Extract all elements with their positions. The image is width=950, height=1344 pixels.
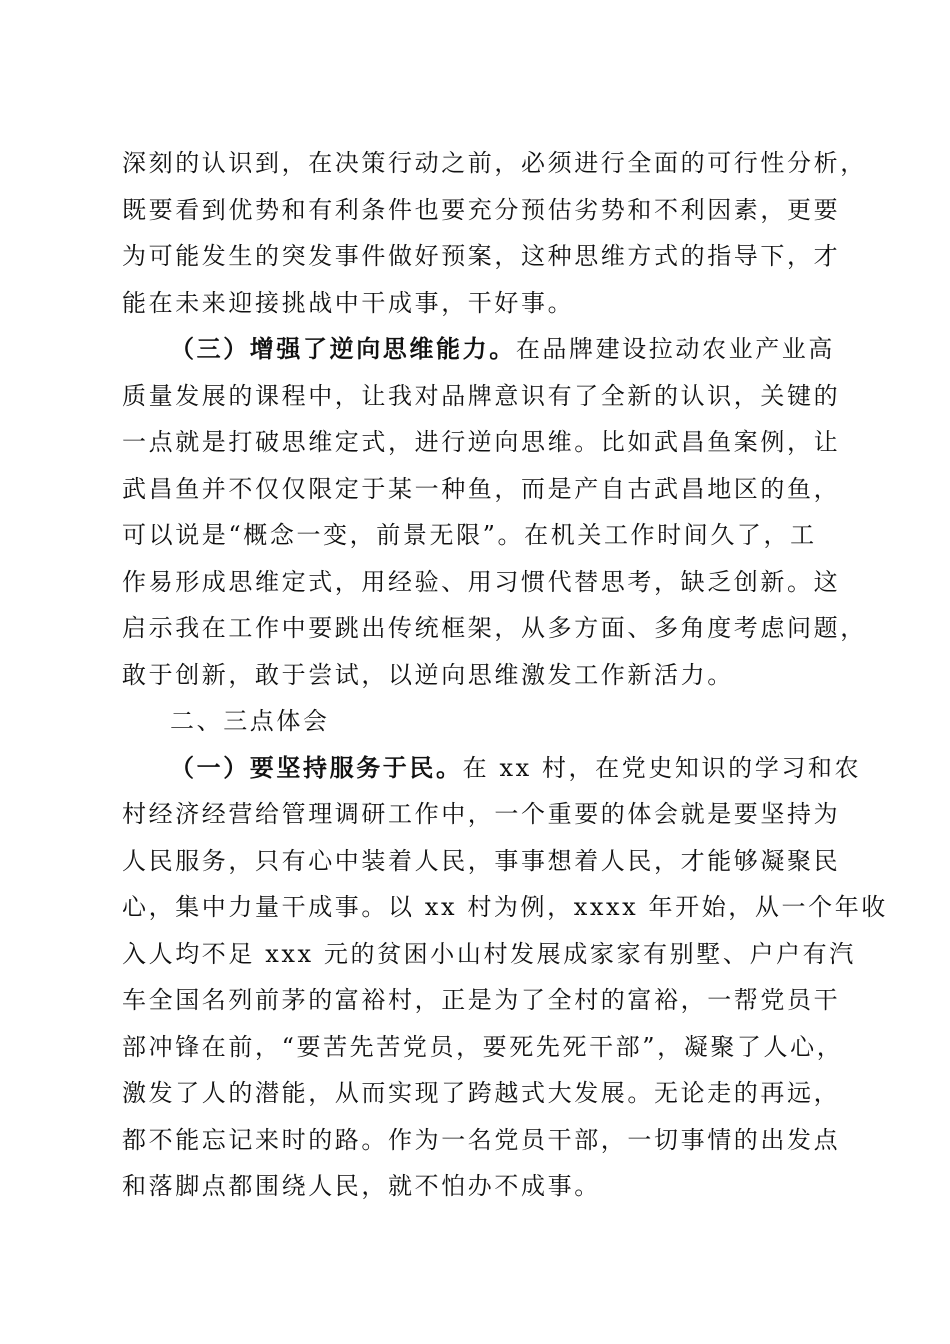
text-line: 部冲锋在前，“要苦先苦党员，要死先死干部”，凝聚了人心，	[122, 1032, 844, 1061]
subheading-serve-people: （一）要坚持服务于民。	[170, 752, 463, 782]
text-line: 质量发展的课程中，让我对品牌意识有了全新的认识，关键的	[122, 381, 841, 410]
text-line: 能在未来迎接挑战中干成事，干好事。	[122, 288, 575, 317]
text-line: 为可能发生的突发事件做好预案，这种思维方式的指导下，才	[122, 242, 841, 270]
text-line: 作易形成思维定式，用经验、用习惯代替思考，缺乏创新。这	[122, 567, 841, 596]
text-line: 一点就是打破思维定式，进行逆向思维。比如武昌鱼案例，让	[122, 428, 841, 456]
subheading-reverse-thinking: （三）增强了逆向思维能力。	[170, 334, 516, 363]
text-line: 人民服务，只有心中装着人民，事事想着人民，才能够凝聚民	[122, 846, 841, 875]
text-line: 车全国名列前茅的富裕村，正是为了全村的富裕，一帮党员干	[122, 986, 841, 1014]
paragraph-reverse-thinking	[122, 326, 867, 698]
text-line: 心，集中力量干成事。以 xx 村为例，xxxx 年开始，从一个年收	[122, 893, 888, 921]
text-line: 村经济经营给管理调研工作中，一个重要的体会就是要坚持为	[122, 800, 841, 828]
text-line: 启示我在工作中要跳出传统框架，从多方面、多角度考虑问题，	[122, 614, 867, 642]
text-fragment: 在 xx 村，在党史知识的学习和农	[462, 753, 862, 782]
text-line: 敢于创新，敢于尝试，以逆向思维激发工作新活力。	[122, 660, 734, 689]
paragraph-serve-people	[122, 745, 888, 1210]
text-line: 深刻的认识到，在决策行动之前，必须进行全面的可行性分析，	[122, 149, 867, 177]
document-body	[122, 140, 888, 1210]
section-heading: 二、三点体会	[170, 707, 330, 735]
text-line: 武昌鱼并不仅仅限定于某一种鱼，而是产自古武昌地区的鱼，	[122, 474, 841, 503]
text-fragment: 在品牌建设拉动农业产业高	[515, 335, 836, 363]
text-line: 入人均不足 xxx 元的贫困小山村发展成家家有别墅、户户有汽	[122, 939, 856, 968]
text-line: 既要看到优势和有利条件也要充分预估劣势和不利因素，更要	[122, 195, 841, 224]
paragraph-first-line	[122, 326, 836, 373]
text-line: 可以说是“概念一变，前景无限”。在机关工作时间久了，工	[122, 521, 817, 549]
text-line: 激发了人的潜能，从而实现了跨越式大发展。无论走的再远，	[122, 1079, 841, 1107]
paragraph-first-line	[122, 745, 862, 792]
text-line: 都不能忘记来时的路。作为一名党员干部，一切事情的出发点	[122, 1125, 841, 1154]
text-line: 和落脚点都围绕人民，就不怕办不成事。	[122, 1172, 601, 1200]
paragraph-feasibility	[122, 140, 867, 326]
